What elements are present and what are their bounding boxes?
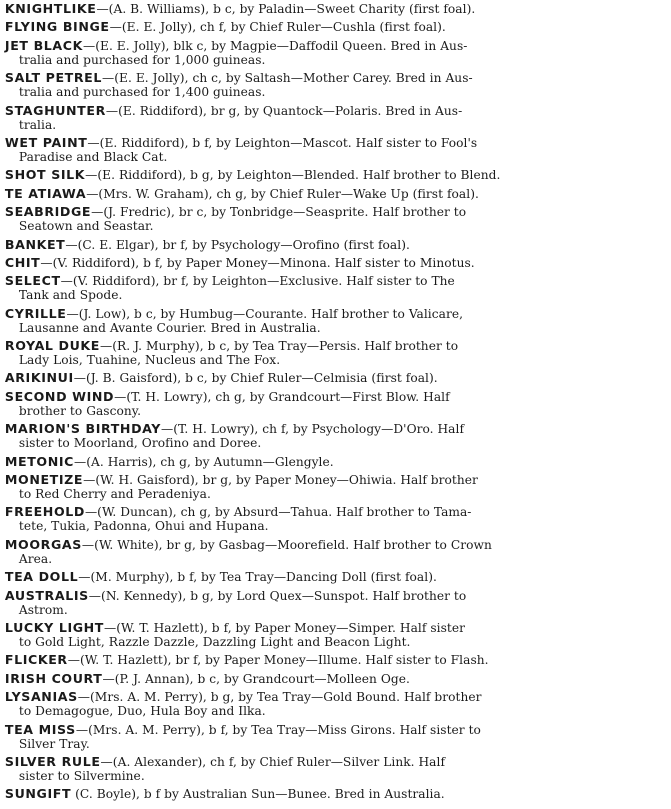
horse-name: SUNGIFT (4, 786, 72, 802)
horse-name: CYRILLE (4, 305, 67, 321)
entry-details: —(A. B. Williams), b c, by Paladin—Sweet Charity (first foal). (96, 2, 476, 16)
entry (5, 390, 665, 418)
horse-name: FLYING BINGE (4, 19, 110, 35)
entry-details: —(T. H. Lowry), ch g, by Grandcourt—First Blow. Half (114, 389, 450, 404)
entry-continuation: Tank and Spode. (18, 288, 123, 303)
entry (5, 2, 665, 16)
entry (5, 455, 665, 469)
entry-details: —(A. Alexander), ch f, by Chief Ruler—Silver Link. Half (100, 754, 446, 769)
horse-name: SEABRIDGE (4, 204, 92, 220)
entry (5, 621, 665, 649)
entry (5, 538, 665, 566)
horse-name: ROYAL DUKE (4, 338, 100, 354)
entry-details: —(W. White), br g, by Gasbag—Moorefield. Half brother to Crown (81, 537, 492, 552)
entry-continuation: sister to Moorland, Orofino and Doree. (18, 436, 262, 451)
entry-continuation: sister to Silvermine. (18, 768, 145, 783)
horse-name: LYSANIAS (4, 689, 78, 705)
horse-name: KNIGHTLIKE (4, 1, 97, 16)
horse-name: TEA MISS (4, 721, 76, 737)
entry (5, 589, 665, 617)
entry (5, 256, 665, 270)
entry-details: —(E. E. Jolly), ch f, by Chief Ruler—Cushla (first foal). (109, 20, 446, 35)
entry-details: —(N. Kennedy), b g, by Lord Quex—Sunspot. Half brother to (88, 588, 467, 603)
entry (5, 755, 665, 783)
horse-name: LUCKY LIGHT (4, 619, 104, 635)
entry (5, 422, 665, 450)
entry-details: —(Mrs. A. M. Perry), b g, by Tea Tray—Gold Bound. Half brother (77, 690, 482, 705)
entry-details: —(E. Riddiford), b g, by Leighton—Blended. Half brother to Blend. (85, 168, 501, 183)
entry-details: —(E. Riddiford), br g, by Quantock—Polaris. Bred in Aus- (105, 103, 463, 118)
entry (5, 20, 665, 34)
entry-continuation: to Gold Light, Razzle Dazzle, Dazzling Light and Beacon Light. (18, 634, 411, 649)
horse-name: SELECT (4, 273, 61, 289)
entry-details: —(T. H. Lowry), ch f, by Psychology—D'Oro. Half (161, 422, 465, 437)
entry-details: —(V. Riddiford), br f, by Leighton—Exclusive. Half sister to The (60, 274, 455, 289)
horse-name: TEA DOLL (4, 569, 79, 585)
entry-details: —(E. Riddiford), b f, by Leighton—Mascot. Half sister to Fool's (87, 135, 478, 150)
horse-name: ARIKINUI (4, 370, 74, 386)
entry (5, 787, 665, 801)
entry-continuation: tralia and purchased for 1,000 guineas. (18, 52, 266, 67)
entry-details: —(P. J. Annan), b c, by Grandcourt—Molleen Oge. (102, 671, 410, 686)
entry-continuation: to Demagogue, Duo, Hula Boy and Ilka. (18, 704, 266, 719)
entry-details: (C. Boyle), b f by Australian Sun—Bunee. Bred in Australia. (71, 787, 445, 802)
entry (5, 307, 665, 335)
entry-details: —(W. H. Gaisford), br g, by Paper Money—Ohiwia. Half brother (83, 473, 478, 488)
entry-continuation: tete, Tukia, Padonna, Ohui and Hupana. (18, 519, 269, 534)
entry (5, 71, 665, 99)
horse-name: TE ATIAWA (4, 185, 87, 201)
entry-details: —(Mrs. W. Graham), ch g, by Chief Ruler—Wake Up (first foal). (86, 186, 479, 201)
entry-continuation: Astrom. (18, 602, 68, 617)
horse-name: MONETIZE (4, 472, 84, 488)
entry (5, 136, 665, 164)
entry-details: —(M. Murphy), b f, by Tea Tray—Dancing Doll (first foal). (78, 570, 437, 585)
horse-name: IRISH COURT (4, 670, 103, 686)
entry-continuation: brother to Gascony. (18, 403, 141, 418)
entry-details: —(C. E. Elgar), br f, by Psychology—Orofino (first foal). (65, 237, 410, 252)
horse-name: MOORGAS (4, 536, 82, 552)
entry-details: —(A. Harris), ch g, by Autumn—Glengyle. (74, 454, 334, 469)
horse-name: SALT PETREL (4, 70, 102, 86)
horse-name: SILVER RULE (4, 753, 101, 769)
entry (5, 570, 665, 584)
entry (5, 168, 665, 182)
entry (5, 39, 665, 67)
horse-name: AUSTRALIS (4, 587, 89, 603)
entry-continuation: to Red Cherry and Peradeniya. (18, 487, 211, 502)
horse-name: FLICKER (4, 652, 68, 668)
entry (5, 187, 665, 201)
horse-name: CHIT (4, 254, 41, 270)
entry-details: —(W. T. Hazlett), br f, by Paper Money—Illume. Half sister to Flash. (67, 653, 489, 668)
entry-details: —(J. Low), b c, by Humbug—Courante. Half brother to Valicare, (66, 306, 464, 321)
entry (5, 505, 665, 533)
entry-details: —(E. E. Jolly), ch c, by Saltash—Mother Carey. Bred in Aus- (102, 71, 473, 86)
entry-continuation: Lausanne and Avante Courier. Bred in Australia. (18, 320, 321, 335)
entry (5, 371, 665, 385)
entry (5, 653, 665, 667)
entry-details: —(Mrs. A. M. Perry), b f, by Tea Tray—Miss Girons. Half sister to (75, 722, 481, 737)
entry-details: —(J. B. Gaisford), b c, by Chief Ruler—Celmisia (first foal). (73, 371, 438, 386)
entry (5, 473, 665, 501)
horse-name: FREEHOLD (4, 504, 85, 520)
horse-name: BANKET (4, 236, 66, 252)
entry-details: —(W. Duncan), ch g, by Absurd—Tahua. Half brother to Tama- (84, 505, 472, 520)
entry-continuation: Lady Lois, Tuahine, Nucleus and The Fox. (18, 353, 281, 368)
horse-name: METONIC (4, 453, 75, 469)
horse-name: WET PAINT (4, 134, 88, 150)
entry (5, 690, 665, 718)
entry-details: —(E. E. Jolly), blk c, by Magpie—Daffodil Queen. Bred in Aus- (82, 38, 468, 53)
entry-details: —(W. T. Hazlett), b f, by Paper Money—Simper. Half sister (104, 620, 465, 635)
entry-continuation: Seatown and Seastar. (18, 219, 154, 234)
entry-continuation: Area. (18, 551, 53, 566)
horse-name: SHOT SILK (4, 167, 86, 183)
entry (5, 723, 665, 751)
entry-continuation: Silver Tray. (18, 736, 90, 751)
horse-name: SECOND WIND (4, 388, 115, 404)
horse-name: JET BLACK (4, 37, 83, 53)
entry-details: —(V. Riddiford), b f, by Paper Money—Minona. Half sister to Minotus. (40, 255, 475, 270)
entry (5, 672, 665, 686)
entry (5, 104, 665, 132)
horse-name: MARION'S BIRTHDAY (4, 421, 161, 437)
entry-continuation: tralia and purchased for 1,400 guineas. (18, 85, 266, 100)
entry (5, 339, 665, 367)
horse-name: STAGHUNTER (4, 102, 106, 118)
entry-continuation: Paradise and Black Cat. (18, 149, 168, 164)
entry (5, 238, 665, 252)
entry (5, 274, 665, 302)
entry-details: —(J. Fredric), br c, by Tonbridge—Seasprite. Half brother to (91, 205, 467, 220)
entry (5, 205, 665, 233)
entry-continuation: tralia. (18, 117, 57, 132)
entry-details: —(R. J. Murphy), b c, by Tea Tray—Persis. Half brother to (99, 339, 459, 354)
